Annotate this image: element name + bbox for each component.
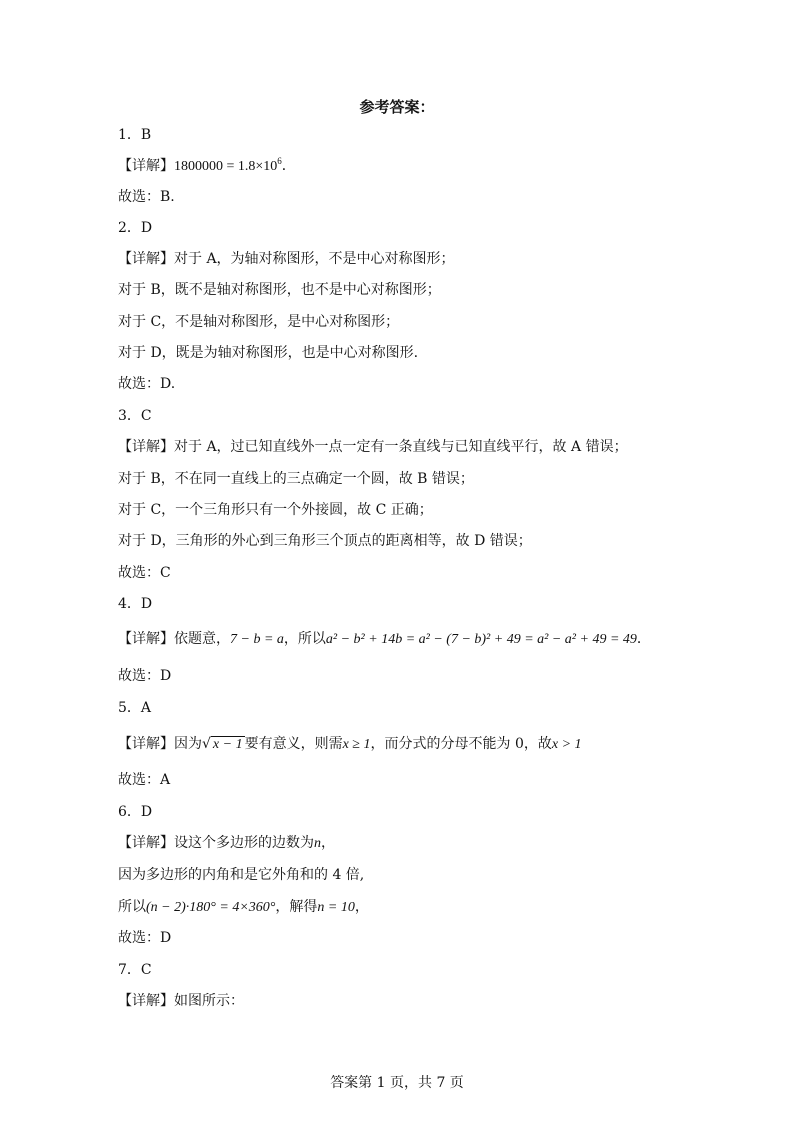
q2-answer: 2．D <box>118 220 153 236</box>
q2-detail-line-1: 【详解】对于 A，为轴对称图形，不是中心对称图形； <box>118 251 455 267</box>
q5-sqrt-body: x − 1 <box>212 737 243 752</box>
q6-answer: 6．D <box>118 804 153 820</box>
q3-detail-line-4: 对于 D，三角形的外心到三角形三个顶点的距离相等，故 D 错误； <box>118 533 532 549</box>
q5-detail-c: ，而分式的分母不能为 0，故 <box>370 736 552 752</box>
q1-detail <box>118 157 296 176</box>
q1-choice: 故选：B. <box>118 189 175 205</box>
q4-equation-1: 7 − b = a <box>230 632 284 647</box>
answer-key-title: 参考答案： <box>359 98 435 116</box>
q3-detail-line-3: 对于 C，一个三角形只有一个外接圆，故 C 正确； <box>118 502 433 518</box>
q6-line3-a: 所以 <box>118 899 146 915</box>
page-footer: 答案第 1 页，共 7 页 <box>330 1075 464 1091</box>
q4-equation-2: a² − b² + 14b = a² − (7 − b)² + 49 = a² − a² + 49 = 49 <box>325 632 637 647</box>
q6-line3-c: ， <box>354 899 369 915</box>
q6-line1-b: ， <box>321 835 335 851</box>
q1-answer: 1．B <box>118 127 152 143</box>
q6-line3-b: ，解得 <box>275 899 318 915</box>
q1-equation: 1800000 = 1.8×10 <box>174 159 278 174</box>
q4-detail-tag: 【详解】依题意， <box>118 631 230 647</box>
q5-answer: 5．A <box>118 700 152 716</box>
q4-detail-end: ． <box>636 631 651 647</box>
q4-detail <box>118 630 651 649</box>
q3-answer: 3．C <box>118 408 152 424</box>
q5-detail <box>118 735 582 754</box>
q2-detail-line-2: 对于 B，既不是轴对称图形，也不是中心对称图形； <box>118 282 441 298</box>
q5-condition-2: x > 1 <box>551 737 582 752</box>
q6-line1-a: 【详解】设这个多边形的边数为 <box>118 835 314 851</box>
sqrt-sign-icon: √ <box>202 736 211 752</box>
q7-answer: 7．C <box>118 962 152 978</box>
q7-detail-line-1: 【详解】如图所示： <box>118 993 244 1009</box>
q5-condition-1: x ≥ 1 <box>342 737 371 752</box>
q1-detail-end: ． <box>281 158 296 174</box>
q6-choice: 故选：D <box>118 930 172 946</box>
q5-choice: 故选：A <box>118 772 171 788</box>
q4-answer: 4．D <box>118 596 153 612</box>
q6-detail-line-2: 因为多边形的内角和是它外角和的 4 倍, <box>118 867 365 883</box>
q5-detail-a: 【详解】因为 <box>118 736 202 752</box>
q5-detail-b: 要有意义，则需 <box>244 736 343 752</box>
q2-detail-line-3: 对于 C，不是轴对称图形，是中心对称图形； <box>118 314 400 330</box>
q1-detail-tag: 【详解】 <box>118 158 174 174</box>
q1-exponent: 6 <box>277 156 282 166</box>
q4-detail-mid: ，所以 <box>283 631 326 647</box>
q2-choice: 故选：D. <box>118 376 176 392</box>
q4-choice: 故选：D <box>118 668 172 684</box>
q6-solution: n = 10 <box>317 900 355 915</box>
q6-equation: (n − 2)·180° = 4×360° <box>146 900 276 915</box>
q6-detail-line-1 <box>118 834 335 853</box>
q3-detail-line-1: 【详解】对于 A，过已知直线外一点一定有一条直线与已知直线平行，故 A 错误； <box>118 439 628 455</box>
q6-variable: n <box>314 836 321 851</box>
q2-detail-line-4: 对于 D，既是为轴对称图形，也是中心对称图形. <box>118 345 419 361</box>
q6-detail-line-3 <box>118 898 369 917</box>
q3-detail-line-2: 对于 B，不在同一直线上的三点确定一个圆，故 B 错误； <box>118 471 474 487</box>
q3-choice: 故选：C <box>118 565 171 581</box>
